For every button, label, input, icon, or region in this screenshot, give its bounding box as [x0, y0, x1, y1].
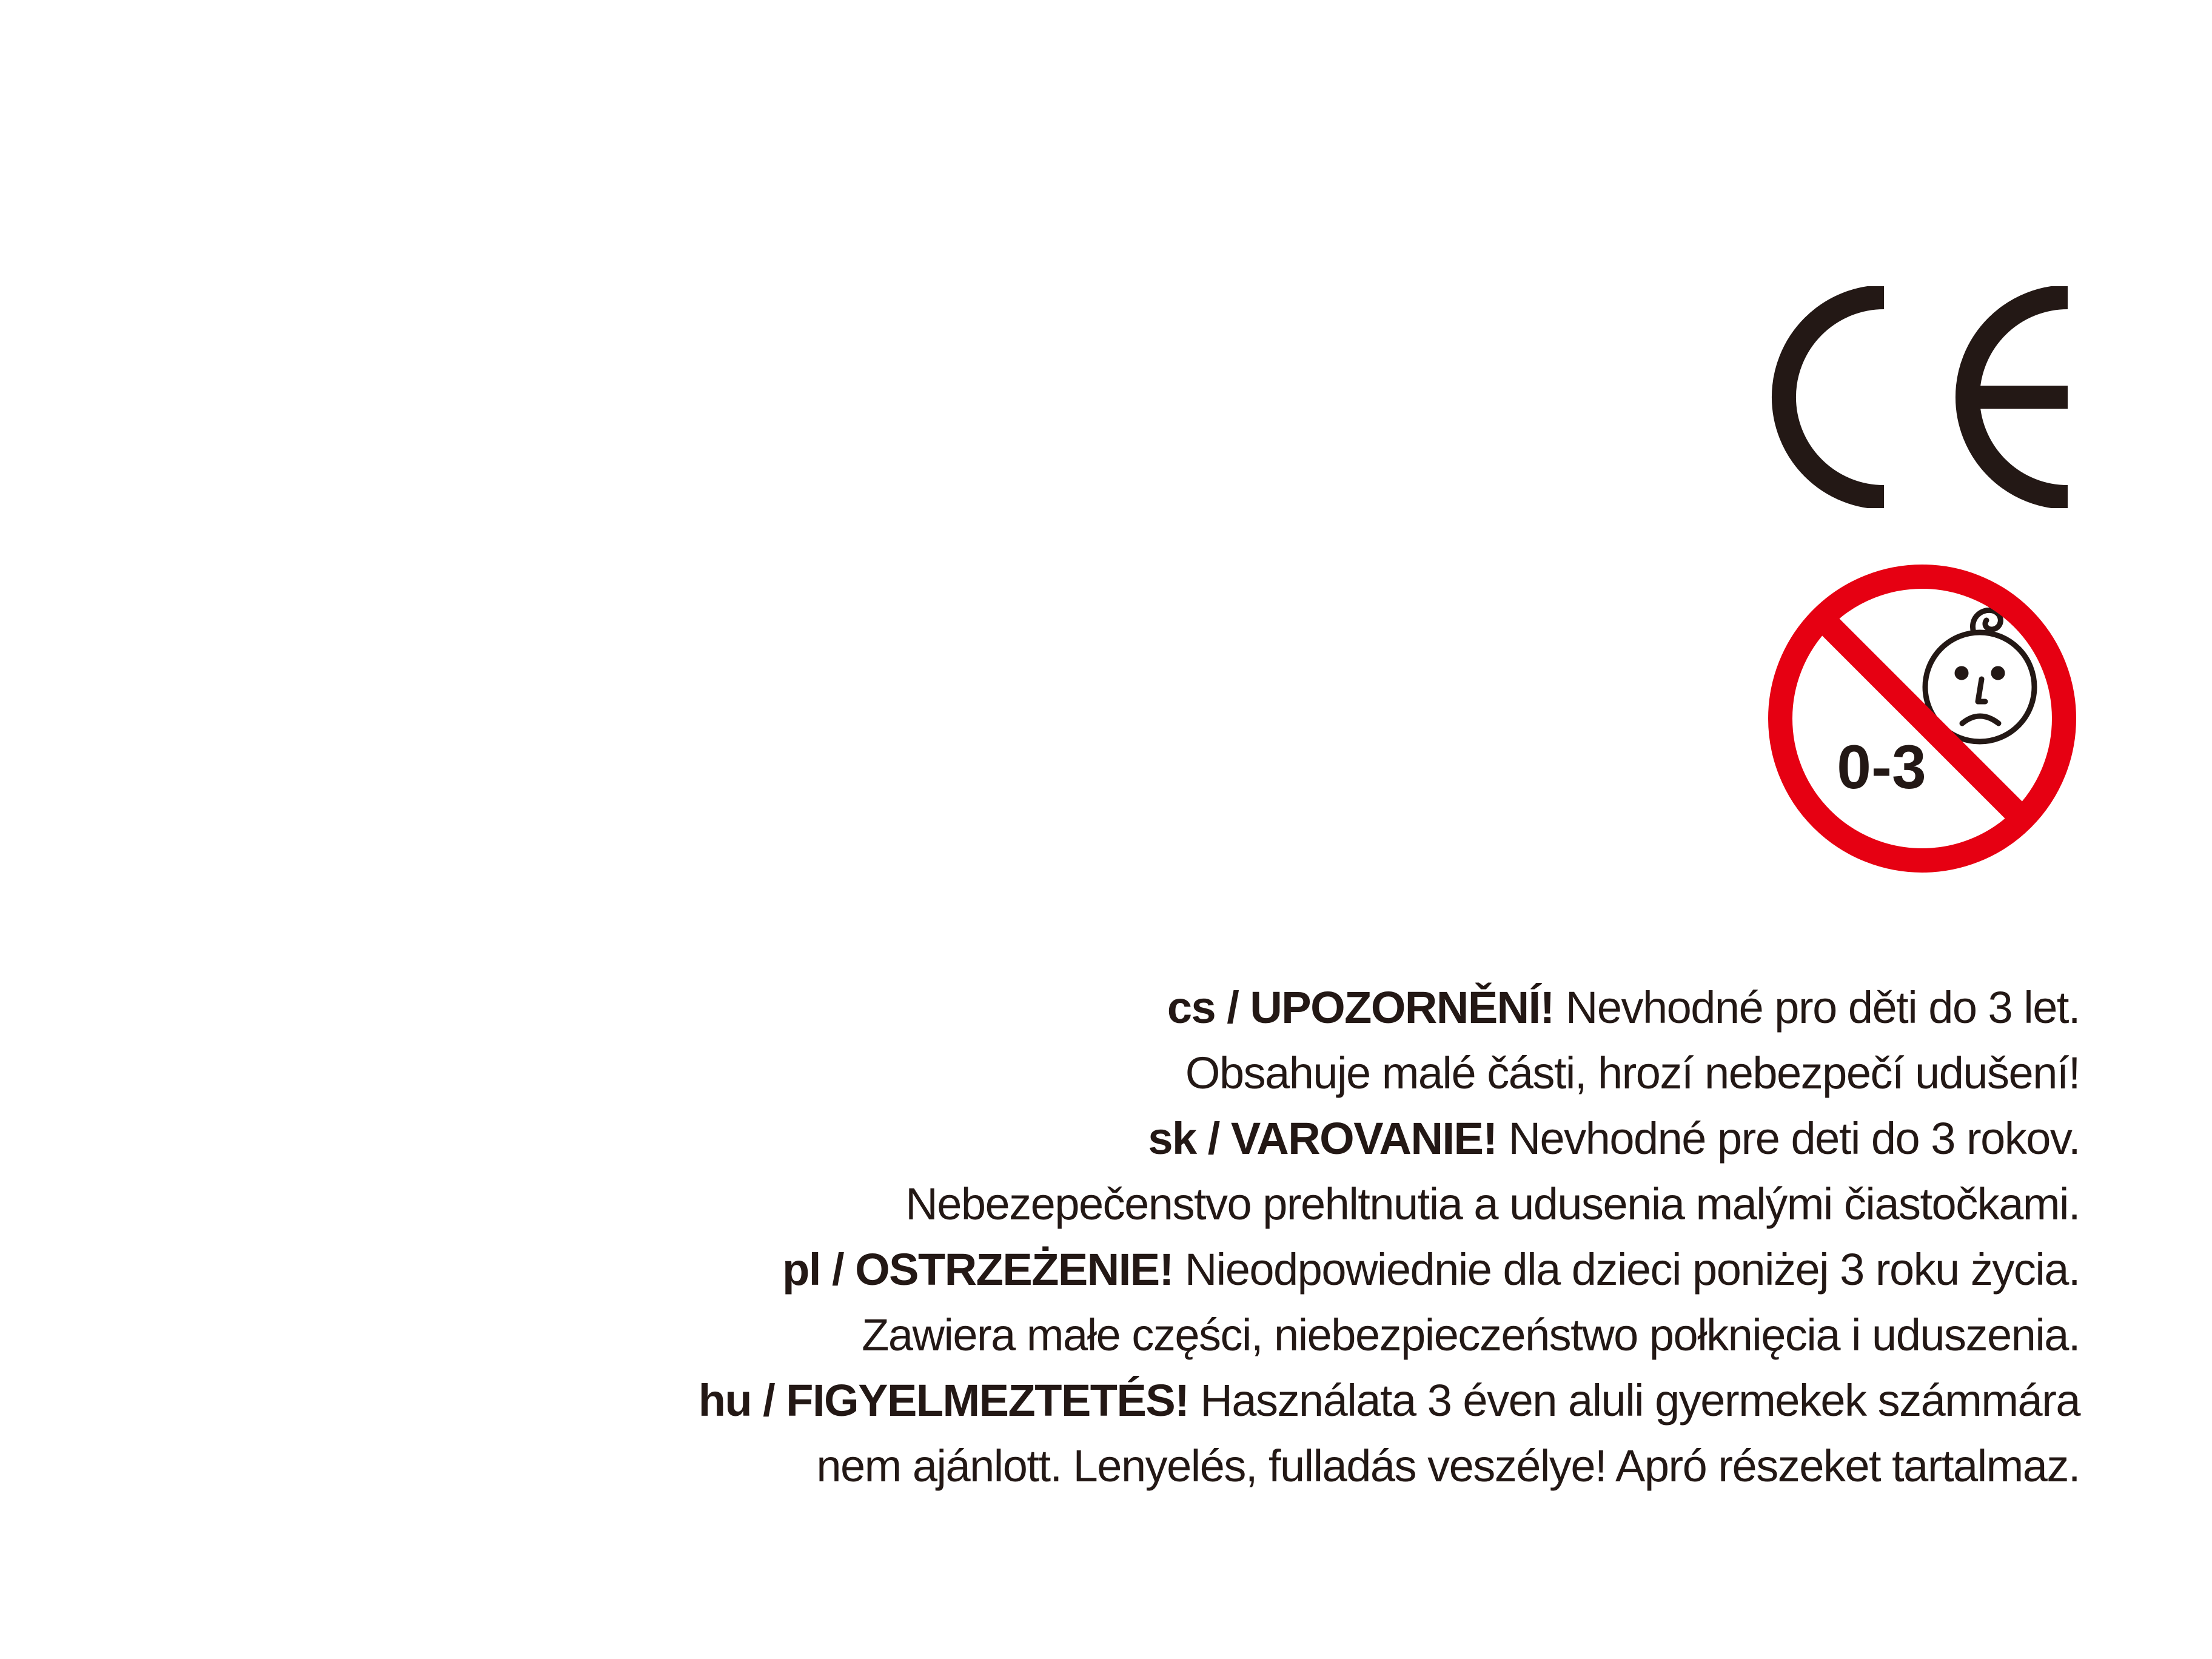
- warning-title: FIGYELMEZTETÉS!: [786, 1375, 1189, 1426]
- warning-pl-line2: Zawiera małe części, niebezpieczeństwo połknięcia i uduszenia.: [862, 1310, 2080, 1360]
- warning-text-block: [261, 975, 2080, 1499]
- warning-sk-line1: [261, 1106, 2080, 1171]
- warning-cs-line2: Obsahuje malé části, hrozí nebezpečí udušení!: [1185, 1048, 2080, 1098]
- warning-title: OSTRZEŻENIE!: [855, 1244, 1173, 1295]
- warning-text: Nevhodné pro děti do 3 let.: [1565, 982, 2080, 1033]
- not-for-children-under-3-icon: [1765, 561, 2080, 876]
- warning-hu-line2: nem ajánlott. Lenyelés, fulladás veszélye! Apró részeket tartalmaz.: [816, 1441, 2080, 1491]
- age-range-label: 0-3: [1837, 732, 1926, 802]
- warning-pl-line1: [261, 1237, 2080, 1302]
- warning-title: VAROVANIE!: [1230, 1113, 1497, 1164]
- lang-separator: /: [763, 1375, 775, 1426]
- warning-text: Használata 3 éven aluli gyermekek számmára: [1200, 1375, 2080, 1426]
- lang-code: sk: [1148, 1113, 1196, 1164]
- warning-text: Nieodpowiednie dla dzieci poniżej 3 roku życia.: [1184, 1244, 2080, 1295]
- lang-code: pl: [782, 1244, 820, 1295]
- warning-hu-line1: [261, 1368, 2080, 1433]
- lang-separator: /: [1207, 1113, 1219, 1164]
- warning-text: Nevhodné pre deti do 3 rokov.: [1508, 1113, 2080, 1164]
- ce-mark-icon: [1765, 286, 2080, 508]
- warning-sk-line2: Nebezepečenstvo prehltnutia a udusenia malými čiastočkami.: [905, 1179, 2080, 1229]
- lang-code: cs: [1167, 982, 1216, 1033]
- lang-code: hu: [698, 1375, 752, 1426]
- lang-separator: /: [1227, 982, 1239, 1033]
- lang-separator: /: [831, 1244, 844, 1295]
- warning-cs-line1: [261, 975, 2080, 1041]
- warning-title: UPOZORNĚNÍ!: [1250, 982, 1554, 1033]
